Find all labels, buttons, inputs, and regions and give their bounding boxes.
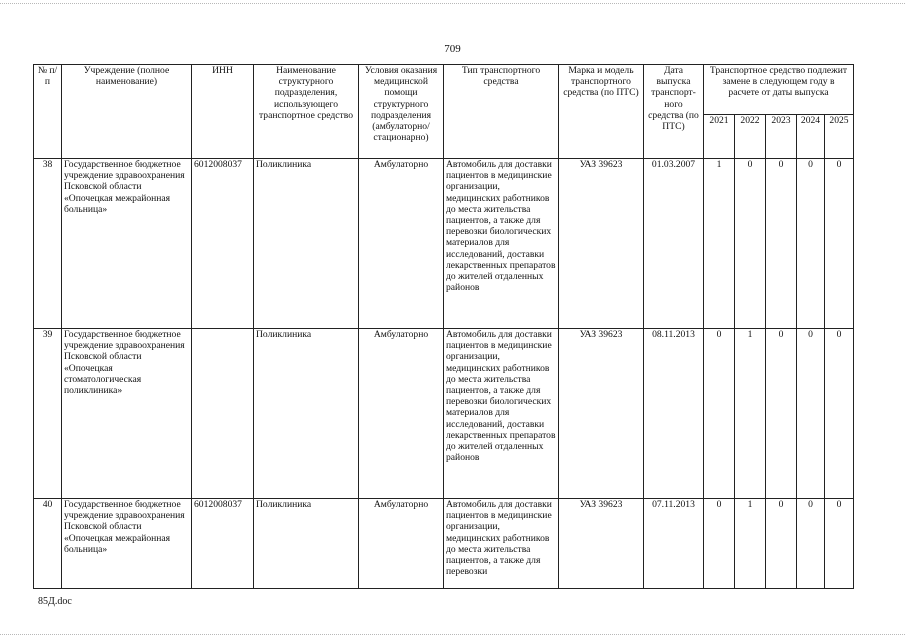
- header-issue-date: Дата выпуска транспорт-ного средства (по ПТС): [644, 65, 704, 159]
- footer-filename: 85Д.doc: [38, 596, 72, 607]
- cell-year-value: 0: [825, 499, 854, 589]
- cell-brand-model: УАЗ 39623: [559, 159, 644, 329]
- cell-subdivision: Поликлиника: [254, 329, 359, 499]
- header-vehicle-type: Тип транспортного средства: [444, 65, 559, 159]
- cell-inn: 6012008037: [192, 159, 254, 329]
- scan-edge-top: [0, 3, 905, 4]
- cell-inn: 6012008037: [192, 499, 254, 589]
- cell-num: 40: [34, 499, 62, 589]
- cell-brand-model: УАЗ 39623: [559, 329, 644, 499]
- cell-year-value: 1: [704, 159, 735, 329]
- table-row: [34, 499, 854, 589]
- header-year: 2025: [825, 115, 854, 159]
- cell-year-value: 0: [735, 159, 766, 329]
- cell-institution: Государственное бюджетное учреждение здравоохранения Псковской области «Опочецкая межрайонная больница»: [62, 159, 192, 329]
- header-year: 2022: [735, 115, 766, 159]
- scan-edge-bottom: [0, 634, 905, 635]
- cell-year-value: 0: [704, 499, 735, 589]
- cell-year-value: 0: [766, 159, 797, 329]
- cell-institution: Государственное бюджетное учреждение здравоохранения Псковской области «Опочецкая межрайонная больница»: [62, 499, 192, 589]
- cell-issue-date: 01.03.2007: [644, 159, 704, 329]
- cell-subdivision: Поликлиника: [254, 499, 359, 589]
- cell-year-value: 0: [766, 499, 797, 589]
- cell-vehicle-type: Автомобиль для доставки пациентов в медицинские организации, медицинских работников до места жительства пациентов, а также для перевозки: [444, 499, 559, 589]
- header-year: 2023: [766, 115, 797, 159]
- cell-brand-model: УАЗ 39623: [559, 499, 644, 589]
- header-year: 2021: [704, 115, 735, 159]
- cell-year-value: 0: [825, 329, 854, 499]
- cell-num: 38: [34, 159, 62, 329]
- cell-year-value: 0: [797, 159, 825, 329]
- cell-conditions: Амбулаторно: [359, 329, 444, 499]
- cell-conditions: Амбулаторно: [359, 499, 444, 589]
- cell-year-value: 0: [766, 329, 797, 499]
- cell-year-value: 0: [704, 329, 735, 499]
- header-year: 2024: [797, 115, 825, 159]
- cell-issue-date: 07.11.2013: [644, 499, 704, 589]
- cell-vehicle-type: Автомобиль для доставки пациентов в медицинские организации, медицинских работников до места жительства пациентов, а также для перевозки биологических материалов для исследований, доставки лекарственных препаратов до жителей отдаленных районов: [444, 329, 559, 499]
- header-inn: ИНН: [192, 65, 254, 159]
- header-brand-model: Марка и модель транспортного средства (по ПТС): [559, 65, 644, 159]
- cell-vehicle-type: Автомобиль для доставки пациентов в медицинские организации, медицинских работников до места жительства пациентов, а также для перевозки биологических материалов для исследований, доставки лекарственных препаратов до жителей отдаленных районов: [444, 159, 559, 329]
- cell-year-value: 0: [797, 329, 825, 499]
- cell-num: 39: [34, 329, 62, 499]
- header-institution: Учреждение (полное наименование): [62, 65, 192, 159]
- vehicle-replacement-table: [33, 64, 854, 589]
- table-row: [34, 329, 854, 499]
- cell-year-value: 1: [735, 329, 766, 499]
- header-row-top: [34, 65, 854, 115]
- header-conditions: Условия оказания медицинской помощи структурного подразделения (амбулаторно/ стационарно): [359, 65, 444, 159]
- cell-institution: Государственное бюджетное учреждение здравоохранения Псковской области «Опочецкая стоматологическая поликлиника»: [62, 329, 192, 499]
- cell-year-value: 1: [735, 499, 766, 589]
- table-row: [34, 159, 854, 329]
- header-num: № п/п: [34, 65, 62, 159]
- cell-inn: [192, 329, 254, 499]
- header-replacement-group: Транспортное средство подлежит замене в следующем году в расчете от даты выпуска: [704, 65, 854, 115]
- cell-year-value: 0: [797, 499, 825, 589]
- cell-year-value: 0: [825, 159, 854, 329]
- cell-conditions: Амбулаторно: [359, 159, 444, 329]
- cell-subdivision: Поликлиника: [254, 159, 359, 329]
- header-subdivision: Наименование структурного подразделения, использующего транспортное средство: [254, 65, 359, 159]
- cell-issue-date: 08.11.2013: [644, 329, 704, 499]
- page-number: 709: [444, 43, 461, 55]
